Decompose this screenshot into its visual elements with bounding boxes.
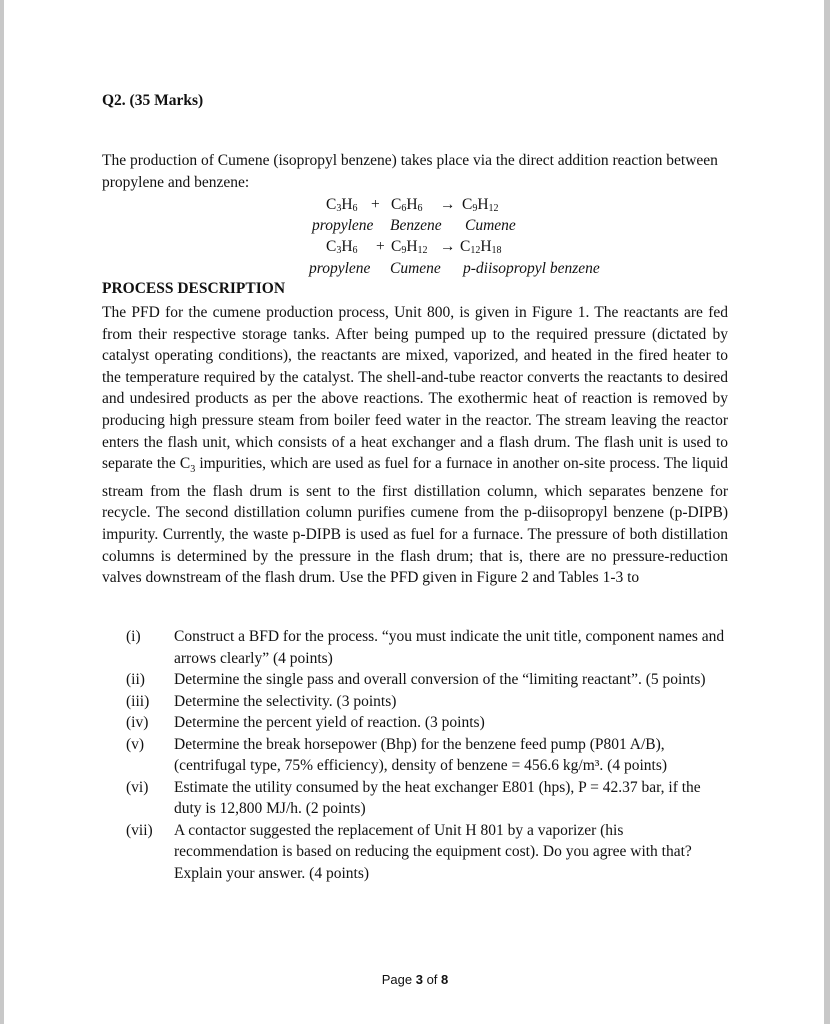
task-number: (iv) bbox=[126, 714, 149, 731]
r2-reactant2: $C_9H_{12}$ bbox=[391, 238, 428, 256]
r1-reactant2: $C_6H_6$ bbox=[391, 196, 423, 214]
page-label: Page bbox=[381, 972, 413, 987]
intro-text: The production of Cumene (isopropyl benzene) takes place via the direct addition reaction between propylene and benzene: bbox=[102, 152, 718, 191]
r2-plus: + bbox=[376, 238, 385, 255]
task-item bbox=[102, 669, 730, 691]
task-item bbox=[102, 712, 730, 734]
task-number: (ii) bbox=[126, 671, 145, 688]
task-text: Determine the selectivity. (3 points) bbox=[174, 692, 397, 710]
task-number: (v) bbox=[126, 735, 145, 753]
task-text: Construct a BFD for the process. “you must indicate the unit title, component names and arrows clearly” (4 points) bbox=[174, 628, 725, 667]
r2-name-reactant2: Cumene bbox=[390, 260, 441, 277]
page-total: 8 bbox=[441, 972, 449, 987]
page-edge-left bbox=[0, 0, 4, 1024]
question-title: Q2. (35 Marks) bbox=[102, 92, 204, 109]
page-number: 3 bbox=[415, 972, 423, 987]
task-item bbox=[102, 734, 730, 777]
task-number: (i) bbox=[126, 628, 141, 645]
r2-name-product: p-diisopropyl benzene bbox=[463, 260, 600, 277]
task-text: Determine the percent yield of reaction. (3 points) bbox=[174, 714, 485, 731]
r1-plus: + bbox=[371, 196, 380, 213]
r2-name-reactant1: propylene bbox=[309, 260, 371, 277]
task-number: (iii) bbox=[126, 692, 150, 710]
r1-name-product: Cumene bbox=[465, 217, 516, 234]
r1-arrow: → bbox=[440, 196, 456, 213]
r1-name-reactant2: Benzene bbox=[390, 217, 442, 234]
r1-product: $C_9H_{12}$ bbox=[462, 196, 499, 214]
task-item bbox=[102, 691, 730, 713]
task-item bbox=[102, 777, 730, 820]
process-description-heading: PROCESS DESCRIPTION bbox=[102, 280, 286, 297]
process-description-paragraph bbox=[102, 302, 728, 589]
of-label: of bbox=[426, 972, 438, 987]
paragraph-subscript: 3 bbox=[190, 464, 196, 476]
task-number: (vii) bbox=[126, 821, 153, 839]
task-item bbox=[102, 626, 730, 669]
r2-arrow: → bbox=[440, 238, 456, 255]
paragraph-part-1: The PFD for the cumene production process, Unit 800, is given in Figure 1. The reactants are fed from their respective storage tanks. After being pumped up to the required pressure (dictated by catalyst operating conditions), the reactants are mixed, vaporized, and heated in the fired heater to the temperature required by the catalyst. The shell-and-tube reactor converts the reactants to desired and undesired products as per the above reactions. The exothermic heat of reaction is removed by producing high pressure steam from boiler feed water in the reactor. The stream leaving the reactor enters the flash unit, which consists of a heat exchanger and a flash drum. The flash unit is used to separate the C bbox=[102, 304, 728, 473]
paragraph-part-2: impurities, which are used as fuel for a furnace in another on-site process. The liquid stream from the flash drum is sent to the first distillation column, which separates benzene for recycle. The second distillation column purifies cumene from the p-diisopropyl benzene (p-DIPB) impurity. Currently, the waste p-DIPB is used as fuel for a furnace. The pressure of both distillation columns is determined by the pressure in the flash drum; that is, there are no pressure-reduction valves downstream of the flash drum. Use the PFD given in Figure 2 and Tables 1-3 to bbox=[102, 455, 729, 587]
task-number: (vi) bbox=[126, 778, 149, 796]
page-edge-right bbox=[824, 0, 830, 1024]
task-text: Determine the break horsepower (Bhp) for the benzene feed pump (P801 A/B), (centrifugal type, 75% efficiency), density of benzene = 456.6 kg/m³. (4 points) bbox=[174, 735, 668, 774]
task-item bbox=[102, 820, 730, 885]
r2-product: $C_{12}H_{18}$ bbox=[460, 238, 502, 256]
task-text: Determine the single pass and overall conversion of the “limiting reactant”. (5 points) bbox=[174, 671, 706, 688]
task-text: Estimate the utility consumed by the heat exchanger E801 (hps), P = 42.37 bar, if the duty is 12,800 MJ/h. (2 points) bbox=[174, 778, 701, 817]
r2-reactant1: $C_3H_6$ bbox=[326, 238, 358, 256]
task-text: A contactor suggested the replacement of Unit H 801 by a vaporizer (his recommendation is based on reducing the equipment cost). Do you agree with that? Explain your answer. (4 points) bbox=[174, 821, 692, 882]
r1-reactant1: $C_3H_6$ bbox=[326, 196, 358, 214]
page-footer bbox=[0, 972, 830, 987]
task-list bbox=[102, 626, 730, 884]
r1-name-reactant1: propylene bbox=[312, 217, 374, 234]
